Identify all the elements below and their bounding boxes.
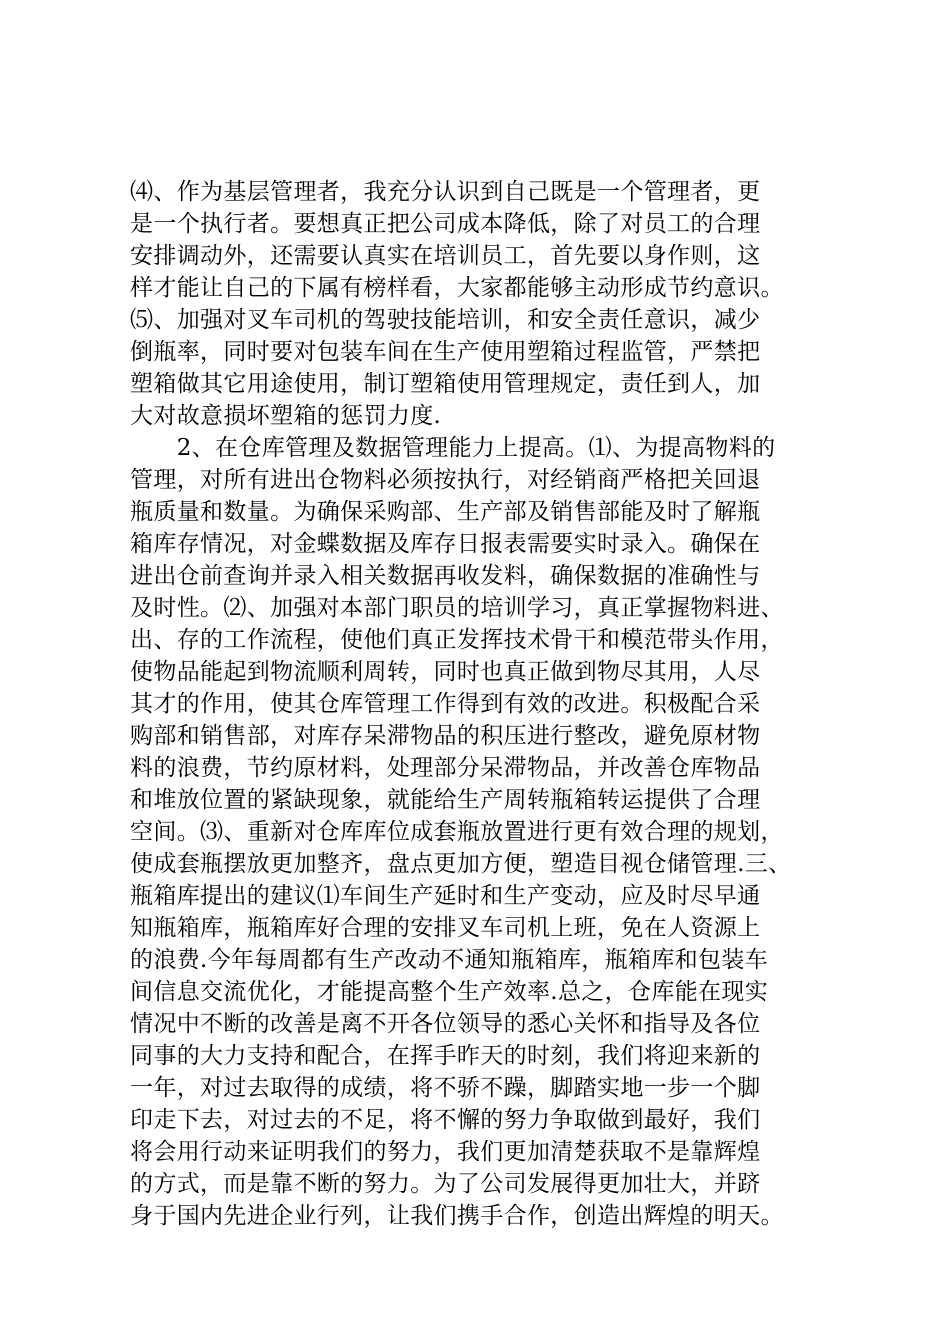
text-line: 印走下去，对过去的不足，将不懈的努力争取做到最好，我们 — [130, 1107, 761, 1133]
text-line: 倒瓶率，同时要对包装车间在生产使用塑箱过程监管，严禁把 — [130, 339, 761, 365]
text-line: 出、存的工作流程，使他们真正发挥技术骨干和模范带头作用， — [130, 627, 784, 653]
text-line: 瓶箱库提出的建议⑴车间生产延时和生产变动，应及时尽早通 — [130, 883, 761, 909]
text-line: 样才能让自己的下属有榜样看，大家都能够主动形成节约意识。 — [130, 275, 784, 301]
text-line: 知瓶箱库，瓶箱库好合理的安排叉车司机上班，免在人资源上 — [130, 915, 761, 941]
text-line: 使成套瓶摆放更加整齐，盘点更加方便，塑造目视仓储管理.三、 — [130, 851, 792, 877]
text-line: 箱库存情况，对金蝶数据及库存日报表需要实时录入。确保在 — [130, 531, 761, 557]
text-line: 的方式，而是靠不断的努力。为了公司发展得更加壮大，并跻 — [130, 1171, 761, 1197]
text-line: ⑷、作为基层管理者，我充分认识到自己既是一个管理者，更 — [130, 179, 761, 205]
text-line: 2、在仓库管理及数据管理能力上提高。⑴、为提高物料的 — [130, 435, 776, 461]
text-line: 情况中不断的改善是离不开各位领导的悉心关怀和指导及各位 — [130, 1011, 761, 1037]
text-line: 一年，对过去取得的成绩，将不骄不躁，脚踏实地一步一个脚 — [130, 1075, 761, 1101]
text-line: 同事的大力支持和配合，在挥手昨天的时刻，我们将迎来新的 — [130, 1043, 761, 1069]
text-line: 将会用行动来证明我们的努力，我们更加清楚获取不是靠辉煌 — [130, 1139, 761, 1165]
text-line: 塑箱做其它用途使用，制订塑箱使用管理规定，责任到人，加 — [130, 371, 761, 397]
text-line: 其才的作用，使其仓库管理工作得到有效的改进。积极配合采 — [130, 691, 761, 717]
text-line: 进出仓前查询并录入相关数据再收发料，确保数据的准确性与 — [130, 563, 761, 589]
text-line: 间信息交流优化，才能提高整个生产效率.总之，仓库能在现实 — [130, 979, 769, 1005]
text-line: 使物品能起到物流顺利周转，同时也真正做到物尽其用，人尽 — [130, 659, 761, 685]
text-line: 空间。⑶、重新对仓库库位成套瓶放置进行更有效合理的规划， — [130, 819, 784, 845]
text-line: ⑸、加强对叉车司机的驾驶技能培训，和安全责任意识，减少 — [130, 307, 761, 333]
text-line: 和堆放位置的紧缺现象，就能给生产周转瓶箱转运提供了合理 — [130, 787, 761, 813]
body-text — [130, 176, 850, 1232]
text-line: 是一个执行者。要想真正把公司成本降低，除了对员工的合理 — [130, 211, 761, 237]
text-line: 及时性。⑵、加强对本部门职员的培训学习，真正掌握物料进、 — [130, 595, 784, 621]
text-line: 料的浪费，节约原材料，处理部分呆滞物品，并改善仓库物品 — [130, 755, 761, 781]
text-line: 大对故意损坏塑箱的惩罚力度. — [130, 403, 442, 429]
text-line: 身于国内先进企业行列，让我们携手合作，创造出辉煌的明天。 — [130, 1203, 784, 1229]
text-line: 安排调动外，还需要认真实在培训员工，首先要以身作则，这 — [130, 243, 761, 269]
text-line: 的浪费.今年每周都有生产改动不通知瓶箱库，瓶箱库和包装车 — [130, 947, 769, 973]
text-line: 管理，对所有进出仓物料必须按执行，对经销商严格把关回退 — [130, 467, 761, 493]
text-line: 瓶质量和数量。为确保采购部、生产部及销售部能及时了解瓶 — [130, 499, 761, 525]
text-line: 购部和销售部，对库存呆滞物品的积压进行整改，避免原材物 — [130, 723, 761, 749]
